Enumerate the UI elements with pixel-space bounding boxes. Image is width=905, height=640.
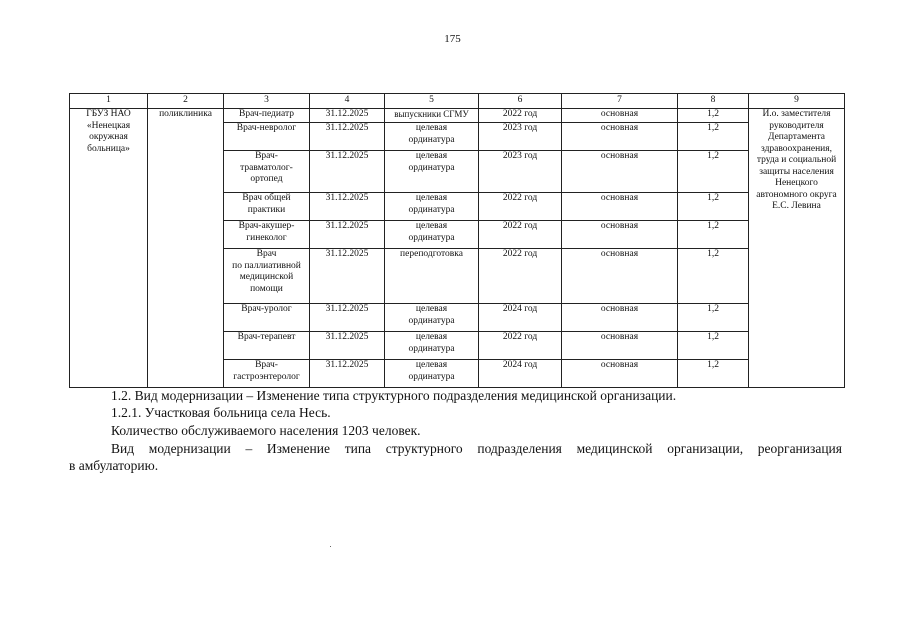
source-cell-line: ординатура <box>408 371 455 382</box>
responsible-cell-line: здравоохранения, <box>761 143 832 154</box>
date-cell: 31.12.2025 <box>310 109 385 123</box>
responsible-cell-line: защиты населения <box>759 166 834 177</box>
year-cell: 2022 год <box>479 249 562 304</box>
position-cell-line: Врач <box>256 249 277 259</box>
column-header-6: 6 <box>479 94 562 109</box>
staffing-table <box>69 93 845 388</box>
source-cell <box>385 151 479 193</box>
table-row <box>70 109 845 123</box>
type-cell: основная <box>562 221 678 249</box>
column-header-1: 1 <box>70 94 148 109</box>
responsible-cell <box>749 109 845 388</box>
source-cell-line: ординатура <box>408 343 455 354</box>
source-cell-line: ординатура <box>408 232 455 243</box>
position-cell <box>224 123 310 151</box>
date-cell: 31.12.2025 <box>310 332 385 360</box>
type-cell: основная <box>562 332 678 360</box>
source-cell-line: ординатура <box>408 315 455 326</box>
year-cell: 2024 год <box>479 304 562 332</box>
position-cell-line: гинеколог <box>246 232 287 243</box>
responsible-cell-line: И.о. заместителя <box>762 109 831 119</box>
source-cell-line: целевая <box>415 304 448 314</box>
organization-cell-line: окружная <box>89 132 128 142</box>
source-cell <box>385 360 479 388</box>
page-number: 175 <box>444 33 461 45</box>
source-cell <box>385 249 479 304</box>
position-cell-line: травматолог- <box>240 162 293 173</box>
responsible-cell-line: руководителя <box>769 120 824 131</box>
source-cell <box>385 193 479 221</box>
type-cell: основная <box>562 304 678 332</box>
type-cell: основная <box>562 151 678 193</box>
position-cell-line: Врач-педиатр <box>239 109 294 119</box>
source-cell-line: целевая <box>415 360 448 370</box>
date-cell: 31.12.2025 <box>310 304 385 332</box>
type-cell: основная <box>562 193 678 221</box>
organization-cell <box>70 109 148 388</box>
column-header-7: 7 <box>562 94 678 109</box>
type-cell: основная <box>562 109 678 123</box>
position-cell <box>224 249 310 304</box>
stray-mark <box>330 546 331 547</box>
source-cell-line: целевая <box>415 123 448 133</box>
source-cell-line: целевая <box>415 332 448 342</box>
source-cell-line: целевая <box>415 221 448 231</box>
column-header-9: 9 <box>749 94 845 109</box>
column-header-2: 2 <box>148 94 224 109</box>
year-cell: 2022 год <box>479 221 562 249</box>
position-cell-line: гастроэнтеролог <box>233 371 300 382</box>
position-cell <box>224 193 310 221</box>
position-cell <box>224 221 310 249</box>
paragraph-reorganization-line1: Вид модернизации – Изменение типа структурного подразделения медицинской организации, реорганизация <box>111 441 842 456</box>
year-cell: 2023 год <box>479 151 562 193</box>
responsible-cell-line: труда и социальной <box>756 155 837 165</box>
position-cell <box>224 151 310 193</box>
responsible-cell-line: Департамента <box>767 132 826 142</box>
position-cell-line: Врач- <box>255 151 278 161</box>
date-cell: 31.12.2025 <box>310 193 385 221</box>
source-cell-line: переподготовка <box>400 249 463 259</box>
column-header-4: 4 <box>310 94 385 109</box>
column-header-5: 5 <box>385 94 479 109</box>
position-cell-line: Врач общей <box>242 193 291 203</box>
rate-cell: 1,2 <box>678 193 749 221</box>
position-cell <box>224 109 310 123</box>
column-header-8: 8 <box>678 94 749 109</box>
year-cell: 2022 год <box>479 193 562 221</box>
year-cell: 2024 год <box>479 360 562 388</box>
source-cell-line: ординатура <box>408 134 455 145</box>
source-cell <box>385 109 479 123</box>
paragraph-population: Количество обслуживаемого населения 1203 человек. <box>111 423 421 438</box>
responsible-cell-line: Е.С. Левина <box>772 201 821 211</box>
table-body <box>70 109 845 388</box>
date-cell: 31.12.2025 <box>310 360 385 388</box>
rate-cell: 1,2 <box>678 332 749 360</box>
position-cell-line: Врач-акушер- <box>238 221 295 231</box>
date-cell: 31.12.2025 <box>310 221 385 249</box>
rate-cell: 1,2 <box>678 123 749 151</box>
rate-cell: 1,2 <box>678 360 749 388</box>
position-cell-line: Врач-уролог <box>241 304 292 314</box>
date-cell: 31.12.2025 <box>310 151 385 193</box>
source-cell-line: ординатура <box>408 204 455 215</box>
position-cell-line: помощи <box>250 283 283 294</box>
position-cell-line: по паллиативной <box>232 260 301 271</box>
position-cell-line: Врач- <box>255 360 278 370</box>
position-cell-line: Врач-невролог <box>236 123 297 133</box>
position-cell-line: практики <box>247 204 286 215</box>
source-cell-line: целевая <box>415 151 448 161</box>
date-cell: 31.12.2025 <box>310 123 385 151</box>
responsible-cell-line: Ненецкого <box>775 178 818 188</box>
rate-cell: 1,2 <box>678 109 749 123</box>
position-cell <box>224 304 310 332</box>
position-cell <box>224 360 310 388</box>
source-cell-line: выпускники СГМУ <box>394 109 469 119</box>
source-cell-line: целевая <box>415 193 448 203</box>
source-cell <box>385 304 479 332</box>
rate-cell: 1,2 <box>678 249 749 304</box>
table-header-row <box>70 94 845 109</box>
year-cell: 2023 год <box>479 123 562 151</box>
type-cell: основная <box>562 249 678 304</box>
paragraph-modernization-type: 1.2. Вид модернизации – Изменение типа структурного подразделения медицинской организации. <box>111 388 677 403</box>
source-cell <box>385 123 479 151</box>
type-cell: основная <box>562 123 678 151</box>
source-cell <box>385 332 479 360</box>
position-cell-line: ортопед <box>250 174 283 184</box>
organization-cell-line: больница» <box>87 143 130 154</box>
year-cell: 2022 год <box>479 109 562 123</box>
source-cell <box>385 221 479 249</box>
position-cell-line: Врач-терапевт <box>237 332 296 342</box>
date-cell: 31.12.2025 <box>310 249 385 304</box>
rate-cell: 1,2 <box>678 221 749 249</box>
organization-cell-line: ГБУЗ НАО <box>86 109 131 119</box>
position-cell <box>224 332 310 360</box>
department-cell: поликлиника <box>148 109 224 388</box>
year-cell: 2022 год <box>479 332 562 360</box>
rate-cell: 1,2 <box>678 151 749 193</box>
rate-cell: 1,2 <box>678 304 749 332</box>
responsible-cell-line: автономного округа <box>756 189 837 200</box>
paragraph-hospital-name: 1.2.1. Участковая больница села Несь. <box>111 405 331 420</box>
column-header-3: 3 <box>224 94 310 109</box>
type-cell: основная <box>562 360 678 388</box>
organization-cell-line: «Ненецкая <box>86 120 131 131</box>
source-cell-line: ординатура <box>408 162 455 173</box>
paragraph-reorganization-line2: в амбулаторию. <box>69 458 159 473</box>
position-cell-line: медицинской <box>239 272 294 282</box>
